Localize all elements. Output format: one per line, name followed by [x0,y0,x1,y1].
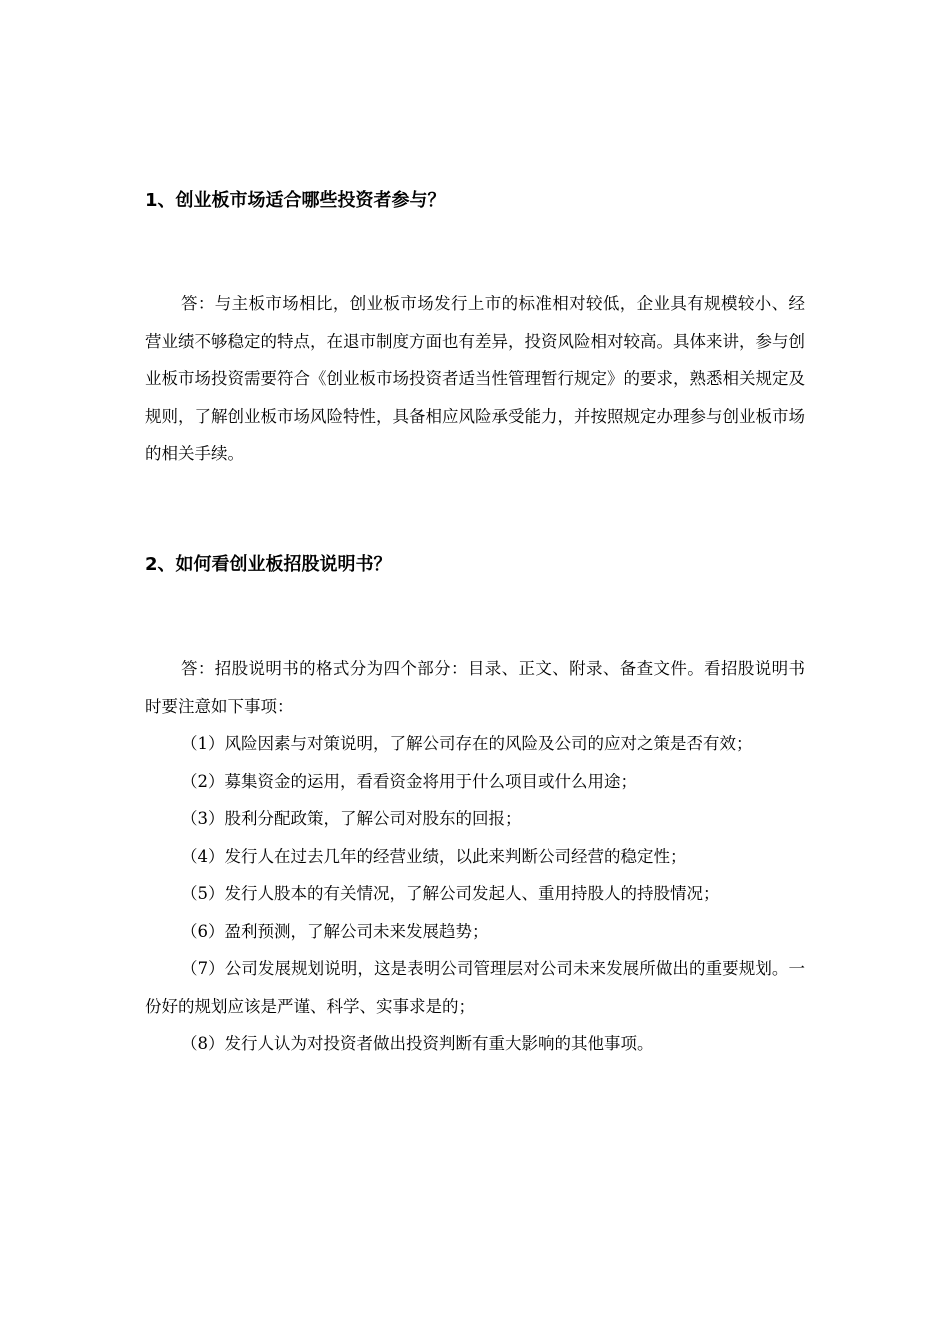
list-item: （1）风险因素与对策说明，了解公司存在的风险及公司的应对之策是否有效； [181,734,753,753]
question-1-answer: 答：与主板市场相比，创业板市场发行上市的标准相对较低，企业具有规模较小、经营业绩不够稳定的特点，在退市制度方面也有差异，投资风险相对较高。具体来讲，参与创业板市场投资需要符合《创业板市场投资者适当性管理暂行规定》的要求，熟悉相关规定及规则，了解创业板市场风险特性，具备相应风险承受能力，并按照规定办理参与创业板市场的相关手续。 [145,294,805,463]
question-2-answer: 答：招股说明书的格式分为四个部分：目录、正文、附录、备查文件。看招股说明书时要注意如下事项： [145,659,805,716]
list-item: （2）募集资金的运用，看看资金将用于什么项目或什么用途； [181,771,637,791]
question-2-heading: 2、如何看创业板招股说明书？ [145,554,392,575]
question-2-items [145,725,805,1063]
list-item: （5）发行人股本的有关情况，了解公司发起人、重用持股人的持股情况； [181,884,720,903]
question-1-heading: 1、创业板市场适合哪些投资者参与？ [145,190,446,211]
list-item: （7）公司发展规划说明，这是表明公司管理层对公司未来发展所做出的重要规划。一份好的规划应该是严谨、科学、实事求是的； [145,959,805,1016]
list-item: （6）盈利预测，了解公司未来发展趋势； [181,921,489,941]
list-item: （3）股利分配政策，了解公司对股东的回报； [181,809,522,828]
list-item: （8）发行人认为对投资者做出投资判断有重大影响的其他事项。 [181,1034,654,1053]
list-item: （4）发行人在过去几年的经营业绩，以此来判断公司经营的稳定性； [181,846,687,866]
